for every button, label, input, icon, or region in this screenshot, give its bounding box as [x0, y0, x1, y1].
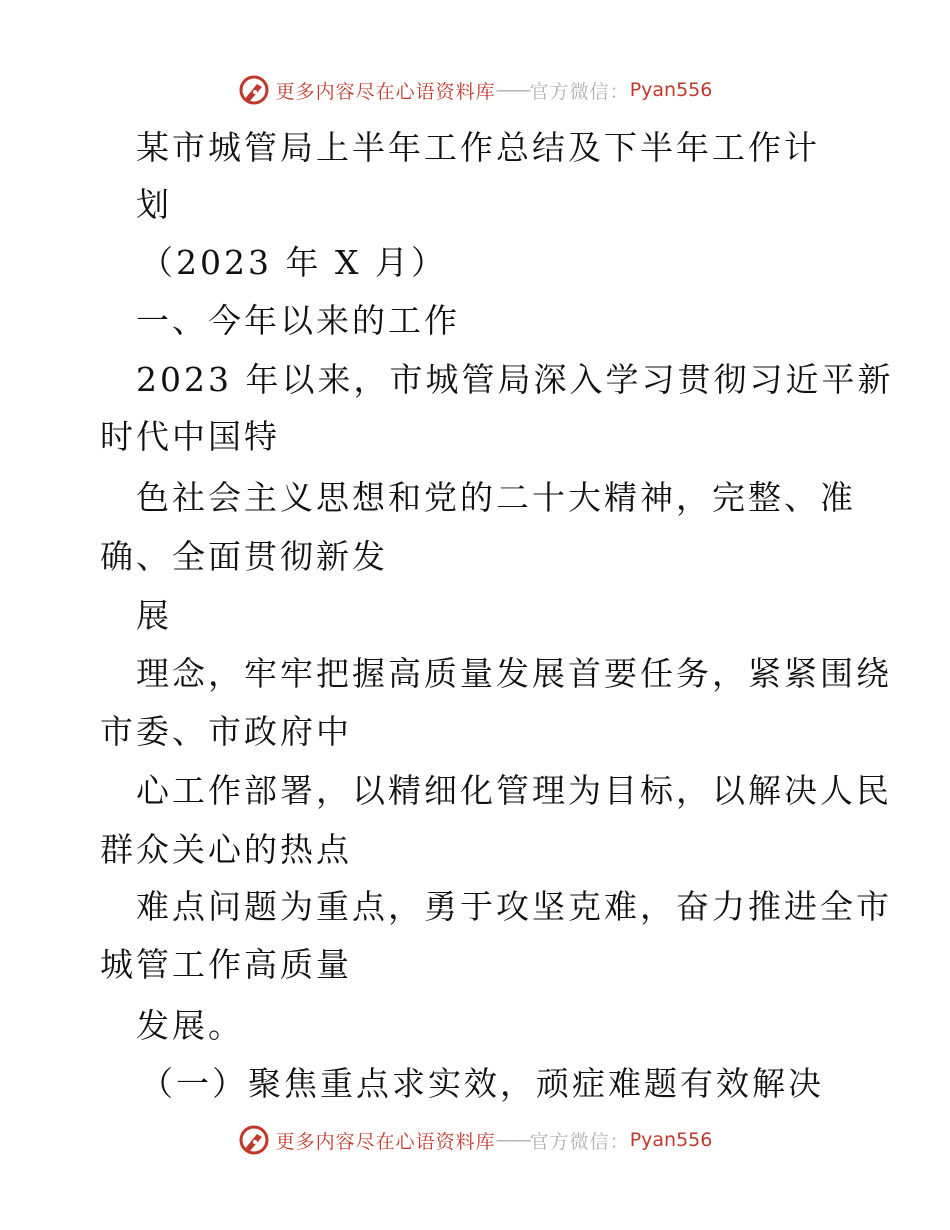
paragraph-line: 城管工作高质量 — [100, 945, 352, 984]
paragraph-line: 群众关心的热点 — [100, 830, 352, 869]
watermark-wechat-id: Pyan556 — [629, 1129, 713, 1151]
watermark-wechat-label: 官方微信： — [529, 80, 630, 103]
document-title-line-2: 划 — [136, 185, 172, 224]
paragraph-line: 时代中国特 — [100, 417, 280, 456]
paragraph-line: 色社会主义思想和党的二十大精神，完整、准 — [136, 478, 856, 517]
paragraph-line: 难点问题为重点，勇于攻坚克难，奋力推进全市 — [136, 887, 892, 926]
watermark-text: 更多内容尽在心语资料库 — [275, 80, 496, 103]
watermark-footer — [0, 1120, 950, 1160]
pen-nib-circle-icon — [238, 1124, 270, 1156]
watermark-wechat-label: 官方微信： — [529, 1130, 630, 1153]
section-heading-1: 一、今年以来的工作 — [136, 301, 460, 340]
paragraph-line: 确、全面贯彻新发 — [100, 537, 388, 576]
paragraph-line: 2023 年以来，市城管局深入学习贯彻习近平新 — [136, 360, 894, 399]
watermark-text: 更多内容尽在心语资料库 — [275, 1130, 496, 1153]
document-date: （2023 年 X 月） — [140, 243, 447, 282]
paragraph-line: 发展。 — [136, 1006, 244, 1045]
paragraph-line: 心工作部署，以精细化管理为目标，以解决人民 — [136, 771, 892, 810]
paragraph-line: 市委、市政府中 — [100, 712, 352, 751]
watermark-wechat-id: Pyan556 — [629, 79, 713, 101]
paragraph-line: 展 — [136, 596, 172, 635]
paragraph-line: 理念，牢牢把握高质量发展首要任务，紧紧围绕 — [136, 654, 892, 693]
section-subheading-1: （一）聚焦重点求实效，顽症难题有效解决 — [140, 1064, 824, 1103]
watermark-dash: —— — [495, 1129, 530, 1151]
document-title-line-1: 某市城管局上半年工作总结及下半年工作计 — [136, 128, 820, 167]
watermark-dash: —— — [495, 79, 530, 101]
